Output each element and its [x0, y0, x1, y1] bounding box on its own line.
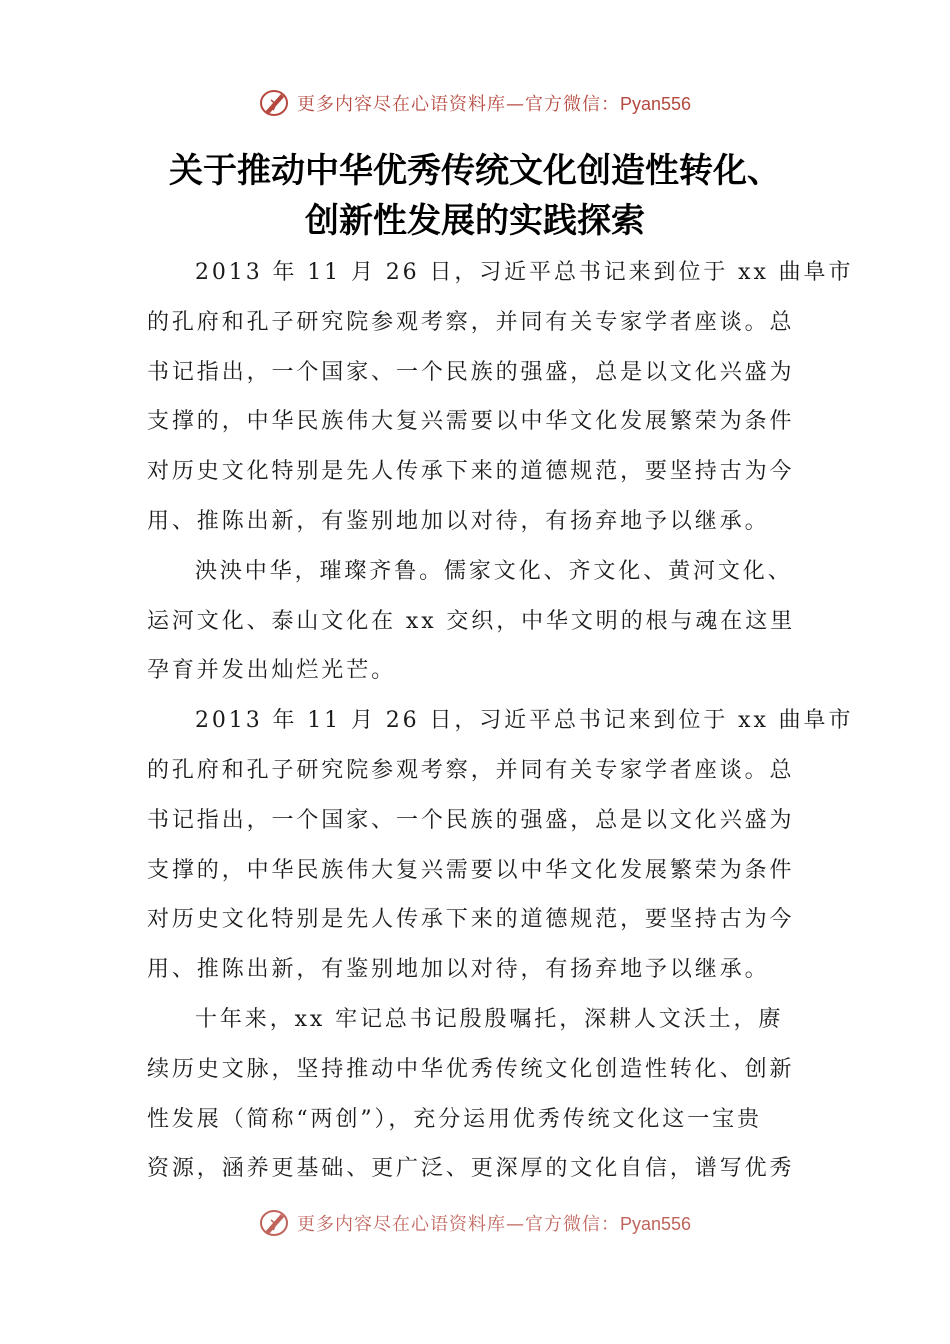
body-line: 资源，涵养更基础、更广泛、更深厚的文化自信，谱写优秀 — [147, 1156, 795, 1182]
watermark-text — [297, 90, 691, 116]
title-line-1: 关于推动中华优秀传统文化创造性转化、 — [169, 151, 781, 191]
body-line: 用、推陈出新，有鉴别地加以对待，有扬弃地予以继承。 — [147, 957, 770, 983]
body-line: 孕育并发出灿烂光芒。 — [147, 658, 397, 684]
body-line: 对历史文化特别是先人传承下来的道德规范，要坚持古为今 — [147, 907, 795, 933]
document-title — [0, 146, 950, 246]
body-line: 支撑的，中华民族伟大复兴需要以中华文化发展繁荣为条件 — [147, 857, 795, 883]
body-line: 十年来，xx 牢记总书记殷殷嘱托，深耕人文沃土，赓 — [195, 1006, 784, 1032]
body-line: 对历史文化特别是先人传承下来的道德规范，要坚持古为今 — [147, 459, 795, 485]
body-line: 用、推陈出新，有鉴别地加以对待，有扬弃地予以继承。 — [147, 508, 770, 534]
watermark-wechat-id: Pyan556 — [619, 94, 692, 114]
body-line: 运河文化、泰山文化在 xx 交织，中华文明的根与魂在这里 — [147, 608, 796, 634]
watermark-label: 更多内容尽在心语资料库—官方微信： — [296, 1214, 620, 1235]
pen-logo-icon — [259, 88, 291, 118]
body-line: 的孔府和孔子研究院参观考察，并同有关专家学者座谈。总 — [147, 757, 795, 783]
body-line: 书记指出，一个国家、一个民族的强盛，总是以文化兴盛为 — [147, 359, 795, 385]
body-line: 续历史文脉，坚持推动中华优秀传统文化创造性转化、创新 — [147, 1056, 795, 1082]
body-line: 书记指出，一个国家、一个民族的强盛，总是以文化兴盛为 — [147, 807, 795, 833]
body-line: 支撑的，中华民族伟大复兴需要以中华文化发展繁荣为条件 — [147, 409, 795, 435]
pen-logo-icon — [259, 1208, 291, 1238]
body-line: 的孔府和孔子研究院参观考察，并同有关专家学者座谈。总 — [147, 309, 795, 335]
watermark-header — [0, 88, 950, 118]
document-body — [147, 248, 854, 1194]
body-line: 2013 年 11 月 26 日，习近平总书记来到位于 xx 曲阜市 — [195, 260, 854, 285]
body-line: 性发展（简称“两创”），充分运用优秀传统文化这一宝贵 — [147, 1106, 762, 1132]
title-line-2: 创新性发展的实践探索 — [305, 201, 645, 241]
watermark-label: 更多内容尽在心语资料库—官方微信： — [296, 94, 620, 115]
watermark-text — [297, 1210, 691, 1236]
body-line: 2013 年 11 月 26 日，习近平总书记来到位于 xx 曲阜市 — [195, 708, 854, 734]
watermark-footer — [0, 1208, 950, 1238]
watermark-wechat-id: Pyan556 — [619, 1214, 692, 1234]
body-line: 泱泱中华，璀璨齐鲁。儒家文化、齐文化、黄河文化、 — [195, 558, 793, 584]
